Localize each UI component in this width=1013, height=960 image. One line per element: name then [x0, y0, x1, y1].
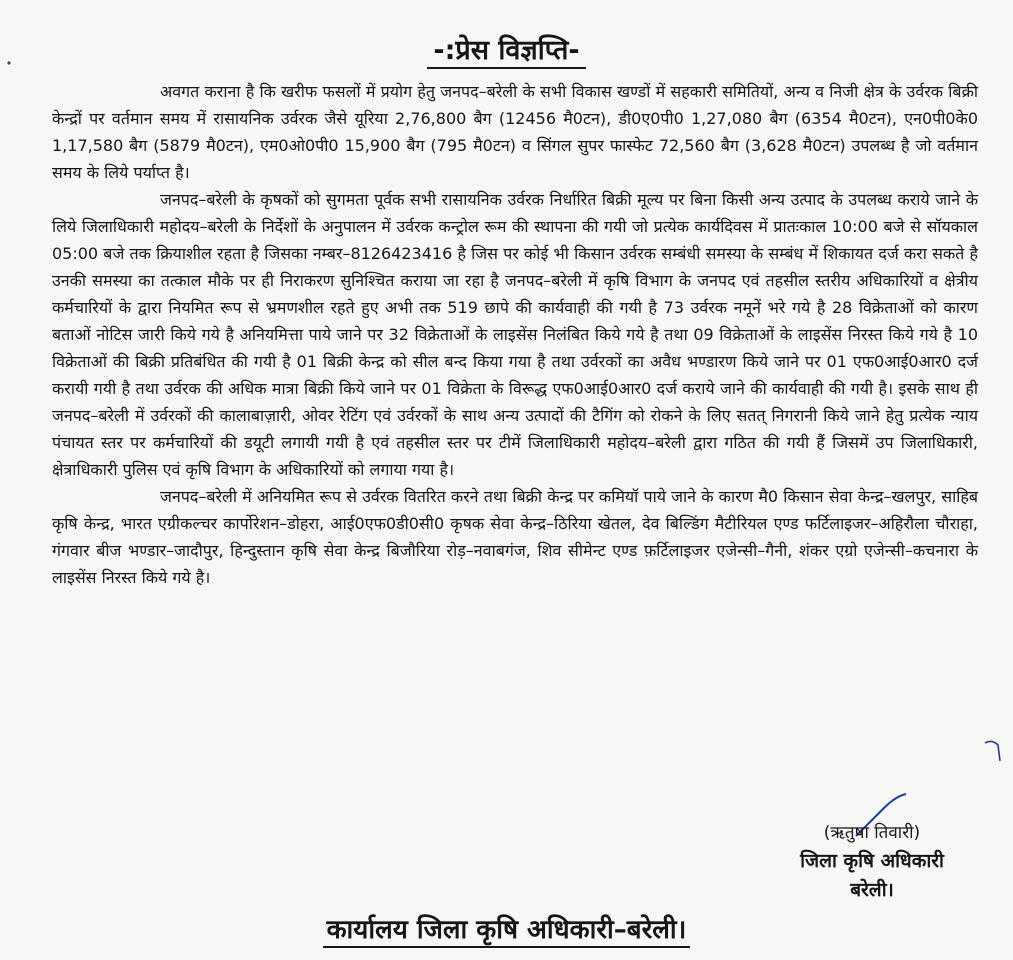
signatory-place: बरेली। — [850, 879, 894, 901]
office-footer — [0, 910, 1013, 946]
signature-block — [752, 820, 992, 904]
paragraph-control-room: जनपद–बरेली के कृषकों को सुगमता पूर्वक सभी रासायनिक उर्वरक निर्धारित बिक्री मूल्य पर बिना किसी अन्य उत्पाद के उपलब्ध कराये जाने के लिये जिलाधिकारी महोदय–बरेली के निर्देशों के अनुपालन में उर्वरक कन्ट्रोल रूम की स्थापना की गयी जो प्रत्येक कार्यदिवस में प्रातःकाल 10:00 बजे से सॉयकाल 05:00 बजे तक क्रियाशील रहता है जिसका नम्बर–8126423416 है जिस पर कोई भी किसान उर्वरक सम्बंधी समस्या के सम्बंध में शिकायत दर्ज करा सकते है उनकी समस्या का तत्काल मौके पर ही निराकरण सुनिश्चित कराया जा रहा है जनपद–बरेली में कृषि विभाग के जनपद एवं तहसील स्तरीय अधिकारियों व क्षेत्रीय कर्मचारियों के द्वारा नियमित रूप से भ्रमणशील रहते हुए अभी तक 519 छापे की कार्यवाही की गयी है 73 उर्वरक नमूनें भरे गये है 28 विक्रेताओं को कारण बताओं नोटिस जारी किये गये है अनियमित्ता पाये जाने पर 32 विक्रेताओं के लाइसेंस निलंबित किये गये है तथा 09 विक्रेताओं के लाइसेंस निरस्त किये गये है 10 विक्रेताओं की बिक्री प्रतिबंधित की गयी है 01 बिक्री केन्द्र को सील बन्द किया गया है तथा उर्वरकों का अवैध भण्डारण किये जाने पर 01 एफ0आई0आर0 दर्ज करायी गयी है तथा उर्वरक की अधिक मात्रा बिक्री किये जाने पर 01 विक्रेता के विरूद्ध एफ0आई0आर0 दर्ज कराये जाने की कार्यवाही की गयी है। इसके साथ ही जनपद–बरेली में उर्वरकों की कालाबाज़ारी, ओवर रेटिंग एवं उर्वरकों के साथ अन्य उत्पादों की टैगिंग को रोकने के लिए सतत् निगरानी किये जाने हेतु प्रत्येक न्याय पंचायत स्तर पर कर्मचारियों की डयूटी लगायी गयी है एवं तहसील स्तर पर टीमें जिलाधिकारी महोदय–बरेली द्वारा गठित की गयी हैं जिसमें उप जिलाधिकारी, क्षेत्राधिकारी पुलिस एवं कृषि विभाग के अधिकारियों को लगाया गया है। — [52, 190, 978, 479]
signatory-designation: जिला कृषि अधिकारी — [800, 850, 944, 872]
document-title — [0, 30, 1013, 67]
signatory-name: (ऋतुषा तिवारी) — [823, 823, 921, 843]
paragraph-fertilizer-stock: अवगत कराना है कि खरीफ फसलों में प्रयोग हेतु जनपद–बरेली के सभी विकास खण्डों में सहकारी समितियों, अन्य व निजी क्षेत्र के उर्वरक बिक्री केन्द्रों पर वर्तमान समय में रासायनिक उर्वरक जैसे यूरिया 2,76,800 बैग (12456 मै0टन), डी0ए0पी0 1,27,080 बैग (6354 मै0टन), एन0पी0के0 1,17,580 बैग (5879 मै0टन), एम0ओ0पी0 15,900 बैग (795 मै0टन) व सिंगल सुपर फास्फेट 72,560 बैग (3,628 मै0टन) उपलब्ध है जो वर्तमान समय के लिये पर्याप्त है। — [52, 82, 978, 182]
office-footer-text: कार्यालय जिला कृषि अधिकारी–बरेली। — [323, 915, 691, 948]
paragraph-licence-cancellation: जनपद–बरेली में अनियमित रूप से उर्वरक वितरित करने तथा बिक्री केन्द्र पर कमियॉ पाये जाने के कारण मै0 किसान सेवा केन्द्र–खलपुर, साहिब कृषि केन्द्र, भारत एग्रीकल्चर कार्पोरेशन–डोहरा, आई0एफ0डी0सी0 कृषक सेवा केन्द्र–ठिरिया खेतल, देव बिल्डिंग मैटीरियल एण्ड फर्टिलाइजर–अहिरौला चौराहा, गंगवार बीज भण्डार–जादौपुर, हिन्दुस्तान कृषि सेवा केन्द्र बिजौरिया रोड़–नवाबगंज, शिव सीमेन्ट एण्ड फ़र्टिलाइजर एजेन्सी–गैनी, शंकर एग्रो एजेन्सी–कचनारा के लाइसेंस निरस्त किये गये है। — [52, 487, 978, 587]
document-body — [52, 78, 978, 591]
handwritten-margin-mark — [982, 735, 1004, 765]
document-title-text: -:प्रेस विज्ञप्ति- — [427, 35, 585, 69]
